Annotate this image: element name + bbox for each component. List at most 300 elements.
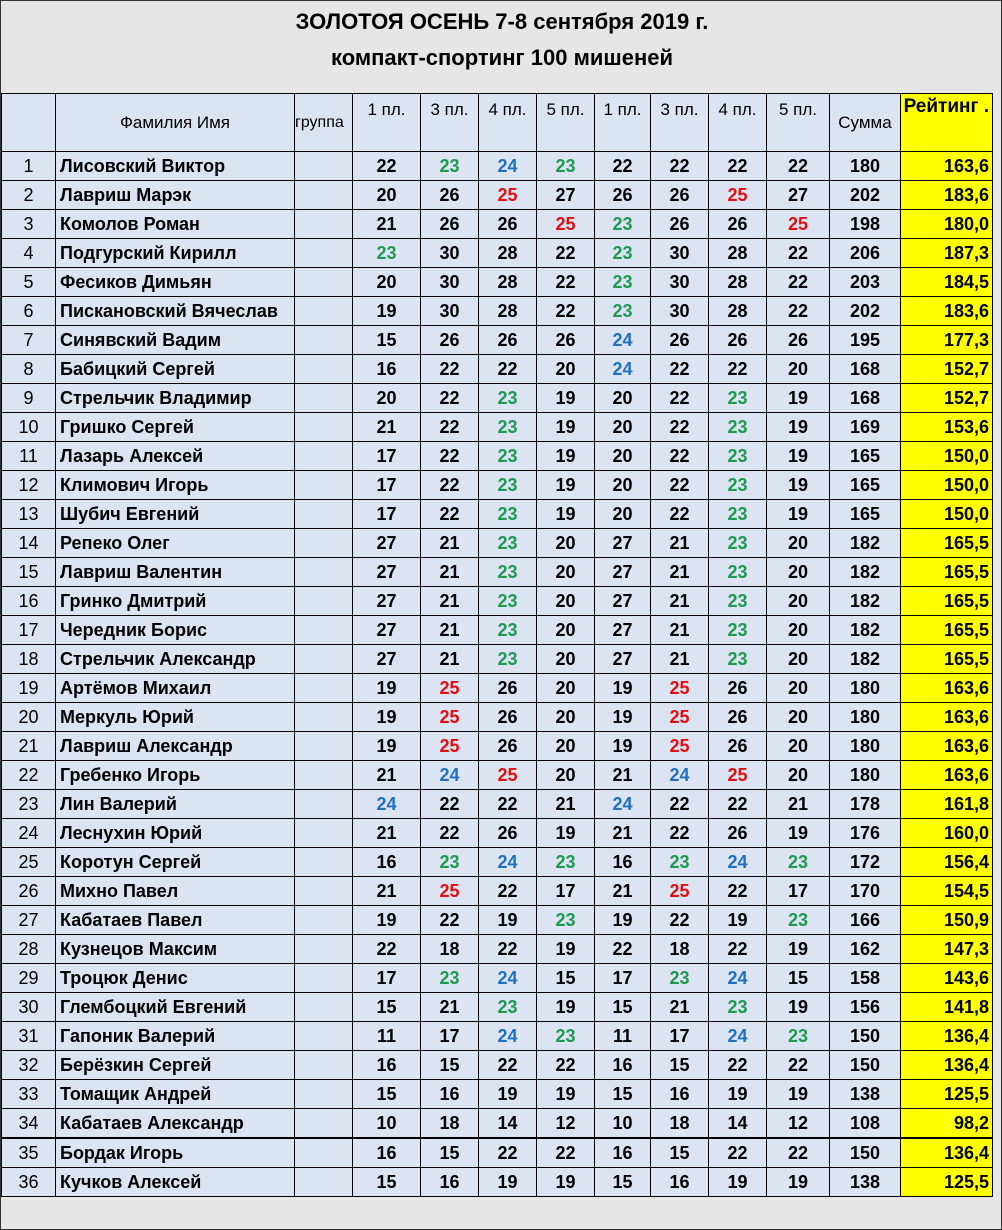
- score-cell: 30: [651, 239, 709, 268]
- participant-name: Коротун Сергей: [56, 848, 295, 877]
- row-number: 17: [2, 616, 56, 645]
- table-row: [2, 529, 993, 558]
- score-cell: 26: [709, 732, 767, 761]
- score-cell: 23: [479, 558, 537, 587]
- score-cell: 19: [537, 993, 595, 1022]
- table-row: [2, 210, 993, 239]
- table-row: [2, 471, 993, 500]
- score-cell: 23: [709, 616, 767, 645]
- participant-name: Троцюк Денис: [56, 964, 295, 993]
- score-cell: 17: [353, 964, 421, 993]
- score-cell: 21: [353, 761, 421, 790]
- participant-name: Подгурский Кирилл: [56, 239, 295, 268]
- sum-cell: 203: [830, 268, 901, 297]
- score-cell: 28: [709, 297, 767, 326]
- score-cell: 21: [353, 877, 421, 906]
- score-cell: 22: [421, 906, 479, 935]
- score-cell: 22: [537, 239, 595, 268]
- table-row: [2, 703, 993, 732]
- participant-name: Лин Валерий: [56, 790, 295, 819]
- participant-name: Гришко Сергей: [56, 413, 295, 442]
- score-cell: 22: [421, 355, 479, 384]
- row-number: 22: [2, 761, 56, 790]
- score-cell: 26: [479, 674, 537, 703]
- group-cell: [295, 152, 353, 181]
- participant-name: Кабатаев Александр: [56, 1109, 295, 1139]
- group-cell: [295, 181, 353, 210]
- participant-name: Шубич Евгений: [56, 500, 295, 529]
- score-cell: 23: [709, 587, 767, 616]
- score-cell: 21: [421, 558, 479, 587]
- row-number: 16: [2, 587, 56, 616]
- score-cell: 25: [651, 674, 709, 703]
- group-cell: [295, 906, 353, 935]
- score-cell: 26: [595, 181, 651, 210]
- rating-cell: 154,5: [901, 877, 993, 906]
- score-cell: 17: [651, 1022, 709, 1051]
- group-cell: [295, 761, 353, 790]
- row-number: 6: [2, 297, 56, 326]
- score-cell: 20: [537, 674, 595, 703]
- score-cell: 23: [479, 529, 537, 558]
- score-cell: 15: [353, 1168, 421, 1197]
- score-cell: 20: [767, 558, 830, 587]
- score-cell: 22: [709, 355, 767, 384]
- results-table: [1, 93, 993, 1197]
- row-number: 2: [2, 181, 56, 210]
- score-cell: 28: [479, 239, 537, 268]
- score-cell: 17: [353, 442, 421, 471]
- rating-cell: 177,3: [901, 326, 993, 355]
- score-cell: 19: [353, 674, 421, 703]
- group-cell: [295, 616, 353, 645]
- row-number: 32: [2, 1051, 56, 1080]
- group-cell: [295, 1138, 353, 1168]
- page-subtitle: компакт-спортинг 100 мишеней: [331, 45, 673, 70]
- score-cell: 26: [421, 181, 479, 210]
- group-cell: [295, 703, 353, 732]
- score-cell: 27: [353, 558, 421, 587]
- table-row: [2, 819, 993, 848]
- rating-cell: 163,6: [901, 674, 993, 703]
- score-cell: 23: [353, 239, 421, 268]
- score-cell: 19: [767, 413, 830, 442]
- score-cell: 19: [353, 732, 421, 761]
- score-cell: 24: [651, 761, 709, 790]
- score-cell: 23: [479, 471, 537, 500]
- score-cell: 17: [353, 471, 421, 500]
- score-cell: 22: [479, 935, 537, 964]
- score-cell: 24: [709, 964, 767, 993]
- rating-cell: 143,6: [901, 964, 993, 993]
- score-cell: 19: [767, 1080, 830, 1109]
- score-cell: 27: [353, 587, 421, 616]
- score-cell: 28: [709, 239, 767, 268]
- score-cell: 23: [479, 645, 537, 674]
- score-cell: 22: [353, 152, 421, 181]
- table-row: [2, 268, 993, 297]
- score-cell: 20: [767, 761, 830, 790]
- rating-cell: 165,5: [901, 587, 993, 616]
- score-cell: 27: [537, 181, 595, 210]
- rating-cell: 150,0: [901, 471, 993, 500]
- score-cell: 25: [537, 210, 595, 239]
- score-cell: 19: [537, 471, 595, 500]
- group-cell: [295, 790, 353, 819]
- score-cell: 25: [421, 703, 479, 732]
- score-cell: 22: [479, 355, 537, 384]
- participant-name: Чередник Борис: [56, 616, 295, 645]
- score-cell: 14: [709, 1109, 767, 1139]
- score-cell: 22: [421, 442, 479, 471]
- row-number: 28: [2, 935, 56, 964]
- score-cell: 15: [353, 1080, 421, 1109]
- rating-cell: 98,2: [901, 1109, 993, 1139]
- score-cell: 26: [479, 732, 537, 761]
- score-cell: 18: [651, 1109, 709, 1139]
- sum-cell: 156: [830, 993, 901, 1022]
- score-cell: 26: [709, 210, 767, 239]
- score-cell: 20: [767, 616, 830, 645]
- rating-cell: 184,5: [901, 268, 993, 297]
- score-cell: 20: [537, 761, 595, 790]
- score-cell: 28: [479, 268, 537, 297]
- row-number: 29: [2, 964, 56, 993]
- score-cell: 25: [709, 181, 767, 210]
- row-number: 30: [2, 993, 56, 1022]
- participant-name: Стрельчик Владимир: [56, 384, 295, 413]
- participant-name: Кучков Алексей: [56, 1168, 295, 1197]
- rating-cell: 136,4: [901, 1051, 993, 1080]
- group-cell: [295, 964, 353, 993]
- header-platform: 3 пл.: [651, 94, 709, 152]
- score-cell: 22: [651, 152, 709, 181]
- sum-cell: 206: [830, 239, 901, 268]
- participant-name: Лазарь Алексей: [56, 442, 295, 471]
- score-cell: 20: [595, 500, 651, 529]
- score-cell: 25: [421, 674, 479, 703]
- score-cell: 10: [353, 1109, 421, 1139]
- score-cell: 22: [595, 935, 651, 964]
- score-cell: 22: [479, 1051, 537, 1080]
- row-number: 27: [2, 906, 56, 935]
- table-row: [2, 587, 993, 616]
- participant-name: Комолов Роман: [56, 210, 295, 239]
- rating-cell: 183,6: [901, 181, 993, 210]
- score-cell: 25: [651, 877, 709, 906]
- score-cell: 17: [353, 500, 421, 529]
- header-sum: Сумма: [830, 94, 901, 152]
- row-number: 9: [2, 384, 56, 413]
- score-cell: 24: [479, 964, 537, 993]
- score-cell: 15: [595, 993, 651, 1022]
- row-number: 15: [2, 558, 56, 587]
- participant-name: Артёмов Михаил: [56, 674, 295, 703]
- row-number: 5: [2, 268, 56, 297]
- score-cell: 19: [537, 1080, 595, 1109]
- rating-cell: 187,3: [901, 239, 993, 268]
- header-platform: 1 пл.: [353, 94, 421, 152]
- score-cell: 15: [421, 1051, 479, 1080]
- rating-cell: 153,6: [901, 413, 993, 442]
- score-cell: 19: [595, 703, 651, 732]
- score-cell: 19: [537, 413, 595, 442]
- score-cell: 24: [479, 848, 537, 877]
- score-cell: 22: [767, 268, 830, 297]
- sum-cell: 182: [830, 558, 901, 587]
- participant-name: Кабатаев Павел: [56, 906, 295, 935]
- score-cell: 22: [479, 1138, 537, 1168]
- score-cell: 12: [537, 1109, 595, 1139]
- score-cell: 23: [709, 442, 767, 471]
- score-cell: 24: [709, 848, 767, 877]
- score-cell: 21: [651, 993, 709, 1022]
- score-cell: 16: [421, 1168, 479, 1197]
- score-cell: 23: [709, 471, 767, 500]
- score-cell: 17: [767, 877, 830, 906]
- score-cell: 27: [767, 181, 830, 210]
- score-cell: 25: [421, 732, 479, 761]
- score-cell: 23: [709, 645, 767, 674]
- score-cell: 22: [651, 355, 709, 384]
- participant-name: Репеко Олег: [56, 529, 295, 558]
- score-cell: 22: [651, 790, 709, 819]
- score-cell: 21: [537, 790, 595, 819]
- score-cell: 25: [479, 181, 537, 210]
- score-cell: 20: [767, 645, 830, 674]
- score-cell: 19: [595, 732, 651, 761]
- score-cell: 22: [353, 935, 421, 964]
- rating-cell: 156,4: [901, 848, 993, 877]
- header-platform: 4 пл.: [709, 94, 767, 152]
- score-cell: 19: [537, 935, 595, 964]
- score-cell: 20: [537, 732, 595, 761]
- group-cell: [295, 558, 353, 587]
- score-cell: 24: [421, 761, 479, 790]
- score-cell: 15: [651, 1051, 709, 1080]
- score-cell: 21: [767, 790, 830, 819]
- score-cell: 22: [709, 1138, 767, 1168]
- score-cell: 19: [353, 906, 421, 935]
- score-cell: 19: [767, 471, 830, 500]
- participant-name: Глембоцкий Евгений: [56, 993, 295, 1022]
- score-cell: 19: [479, 1080, 537, 1109]
- score-cell: 16: [595, 1051, 651, 1080]
- score-cell: 21: [595, 877, 651, 906]
- score-cell: 21: [595, 819, 651, 848]
- score-cell: 22: [479, 790, 537, 819]
- score-cell: 20: [595, 413, 651, 442]
- table-row: [2, 297, 993, 326]
- score-cell: 17: [421, 1022, 479, 1051]
- table-row: [2, 1168, 993, 1197]
- table-row: [2, 239, 993, 268]
- score-cell: 22: [421, 413, 479, 442]
- score-cell: 30: [421, 239, 479, 268]
- table-row: [2, 645, 993, 674]
- rating-cell: 152,7: [901, 355, 993, 384]
- score-cell: 23: [767, 1022, 830, 1051]
- score-cell: 23: [479, 413, 537, 442]
- score-cell: 20: [353, 268, 421, 297]
- group-cell: [295, 268, 353, 297]
- score-cell: 23: [479, 500, 537, 529]
- score-cell: 23: [709, 529, 767, 558]
- row-number: 33: [2, 1080, 56, 1109]
- header-name: Фамилия Имя: [56, 94, 295, 152]
- score-cell: 26: [651, 326, 709, 355]
- score-cell: 22: [651, 819, 709, 848]
- rating-cell: 165,5: [901, 645, 993, 674]
- score-cell: 22: [651, 384, 709, 413]
- rating-cell: 165,5: [901, 529, 993, 558]
- score-cell: 27: [595, 616, 651, 645]
- participant-name: Томащик Андрей: [56, 1080, 295, 1109]
- score-cell: 26: [709, 819, 767, 848]
- sum-cell: 158: [830, 964, 901, 993]
- header-number: [2, 94, 56, 152]
- sum-cell: 168: [830, 355, 901, 384]
- score-cell: 27: [353, 529, 421, 558]
- participant-name: Бордак Игорь: [56, 1138, 295, 1168]
- rating-cell: 180,0: [901, 210, 993, 239]
- rating-cell: 160,0: [901, 819, 993, 848]
- score-cell: 20: [537, 558, 595, 587]
- score-cell: 23: [595, 210, 651, 239]
- table-row: [2, 1109, 993, 1139]
- group-cell: [295, 239, 353, 268]
- group-cell: [295, 1022, 353, 1051]
- header-platform: 4 пл.: [479, 94, 537, 152]
- table-row: [2, 152, 993, 181]
- participant-name: Синявский Вадим: [56, 326, 295, 355]
- score-cell: 24: [595, 326, 651, 355]
- score-cell: 16: [421, 1080, 479, 1109]
- score-cell: 17: [537, 877, 595, 906]
- rating-cell: 165,5: [901, 616, 993, 645]
- score-cell: 22: [767, 152, 830, 181]
- score-cell: 23: [595, 268, 651, 297]
- score-cell: 22: [651, 500, 709, 529]
- sum-cell: 138: [830, 1168, 901, 1197]
- rating-cell: 150,0: [901, 442, 993, 471]
- table-row: [2, 1022, 993, 1051]
- score-cell: 16: [651, 1168, 709, 1197]
- score-cell: 21: [421, 645, 479, 674]
- group-cell: [295, 732, 353, 761]
- rating-cell: 147,3: [901, 935, 993, 964]
- score-cell: 27: [595, 529, 651, 558]
- sum-cell: 176: [830, 819, 901, 848]
- sum-cell: 172: [830, 848, 901, 877]
- sum-cell: 165: [830, 471, 901, 500]
- participant-name: Берёзкин Сергей: [56, 1051, 295, 1080]
- score-cell: 26: [479, 326, 537, 355]
- table-row: [2, 442, 993, 471]
- score-cell: 28: [709, 268, 767, 297]
- score-cell: 23: [595, 297, 651, 326]
- row-number: 34: [2, 1109, 56, 1139]
- score-cell: 26: [651, 181, 709, 210]
- sum-cell: 178: [830, 790, 901, 819]
- row-number: 1: [2, 152, 56, 181]
- sum-cell: 180: [830, 732, 901, 761]
- sum-cell: 202: [830, 297, 901, 326]
- participant-name: Лавриш Александр: [56, 732, 295, 761]
- participant-name: Фесиков Димьян: [56, 268, 295, 297]
- score-cell: 23: [421, 964, 479, 993]
- score-cell: 23: [709, 500, 767, 529]
- score-cell: 17: [595, 964, 651, 993]
- score-cell: 23: [709, 993, 767, 1022]
- row-number: 11: [2, 442, 56, 471]
- participant-name: Пискановский Вячеслав: [56, 297, 295, 326]
- group-cell: [295, 471, 353, 500]
- sum-cell: 182: [830, 587, 901, 616]
- score-cell: 15: [767, 964, 830, 993]
- score-cell: 23: [651, 848, 709, 877]
- score-cell: 24: [709, 1022, 767, 1051]
- table-row: [2, 384, 993, 413]
- table-row: [2, 413, 993, 442]
- table-row: [2, 500, 993, 529]
- group-cell: [295, 442, 353, 471]
- score-cell: 30: [421, 268, 479, 297]
- sum-cell: 162: [830, 935, 901, 964]
- score-cell: 25: [479, 761, 537, 790]
- sum-cell: 150: [830, 1022, 901, 1051]
- score-cell: 21: [353, 413, 421, 442]
- participant-name: Лавриш Марэк: [56, 181, 295, 210]
- score-cell: 26: [537, 326, 595, 355]
- sum-cell: 180: [830, 761, 901, 790]
- score-cell: 15: [353, 326, 421, 355]
- participant-name: Меркуль Юрий: [56, 703, 295, 732]
- score-cell: 19: [709, 1168, 767, 1197]
- score-cell: 23: [479, 587, 537, 616]
- score-cell: 20: [537, 587, 595, 616]
- score-cell: 16: [353, 355, 421, 384]
- score-cell: 20: [537, 529, 595, 558]
- rating-cell: 183,6: [901, 297, 993, 326]
- score-cell: 25: [651, 732, 709, 761]
- score-cell: 19: [767, 442, 830, 471]
- score-cell: 19: [767, 384, 830, 413]
- score-cell: 23: [421, 152, 479, 181]
- score-cell: 26: [479, 703, 537, 732]
- score-cell: 19: [767, 1168, 830, 1197]
- score-cell: 23: [479, 442, 537, 471]
- participant-name: Лисовский Виктор: [56, 152, 295, 181]
- score-cell: 23: [651, 964, 709, 993]
- score-cell: 19: [353, 297, 421, 326]
- score-cell: 26: [479, 210, 537, 239]
- score-cell: 16: [353, 1051, 421, 1080]
- table-row: [2, 1138, 993, 1168]
- sum-cell: 182: [830, 616, 901, 645]
- sum-cell: 150: [830, 1051, 901, 1080]
- score-cell: 23: [709, 558, 767, 587]
- score-cell: 22: [709, 877, 767, 906]
- group-cell: [295, 413, 353, 442]
- score-cell: 26: [709, 703, 767, 732]
- page-title: ЗОЛОТОЯ ОСЕНЬ 7-8 сентября 2019 г.: [295, 9, 709, 34]
- rating-cell: 136,4: [901, 1022, 993, 1051]
- sum-cell: 182: [830, 529, 901, 558]
- group-cell: [295, 1051, 353, 1080]
- row-number: 7: [2, 326, 56, 355]
- header-platform: 5 пл.: [537, 94, 595, 152]
